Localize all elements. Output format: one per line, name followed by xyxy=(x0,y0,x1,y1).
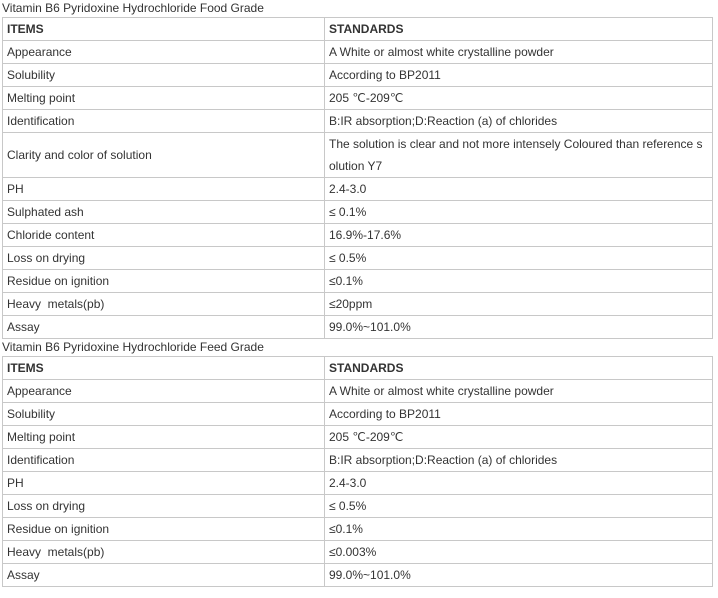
item-cell: Sulphated ash xyxy=(3,201,325,224)
table-header-row xyxy=(3,18,713,41)
table-row xyxy=(3,495,713,518)
table-row xyxy=(3,110,713,133)
standard-cell: The solution is clear and not more intensely Coloured than reference solution Y7 xyxy=(325,133,713,178)
item-cell: Assay xyxy=(3,564,325,587)
feed-grade-table xyxy=(2,356,713,587)
table-row xyxy=(3,316,713,339)
item-cell: Melting point xyxy=(3,426,325,449)
table-row xyxy=(3,224,713,247)
item-cell: Heavy metals(pb) xyxy=(3,541,325,564)
standard-cell: ≤0.1% xyxy=(325,518,713,541)
standard-cell: 205 ℃-209℃ xyxy=(325,87,713,110)
standards-header: STANDARDS xyxy=(325,18,713,41)
table-row xyxy=(3,178,713,201)
standard-cell: According to BP2011 xyxy=(325,64,713,87)
item-cell: Solubility xyxy=(3,64,325,87)
table-row xyxy=(3,426,713,449)
table-row xyxy=(3,472,713,495)
item-cell: Residue on ignition xyxy=(3,518,325,541)
item-cell: Identification xyxy=(3,110,325,133)
standard-cell: ≤0.003% xyxy=(325,541,713,564)
item-cell: Residue on ignition xyxy=(3,270,325,293)
standard-cell: B:IR absorption;D:Reaction (a) of chlorides xyxy=(325,449,713,472)
feed-grade-section xyxy=(0,339,718,587)
table-row xyxy=(3,293,713,316)
item-cell: Solubility xyxy=(3,403,325,426)
item-cell: Chloride content xyxy=(3,224,325,247)
standard-cell: B:IR absorption;D:Reaction (a) of chlorides xyxy=(325,110,713,133)
standard-cell: 16.9%-17.6% xyxy=(325,224,713,247)
item-cell: Melting point xyxy=(3,87,325,110)
table-row xyxy=(3,133,713,178)
item-cell: Appearance xyxy=(3,41,325,64)
item-cell: Loss on drying xyxy=(3,495,325,518)
item-cell: Identification xyxy=(3,449,325,472)
table-row xyxy=(3,41,713,64)
standard-cell: ≤20ppm xyxy=(325,293,713,316)
items-header: ITEMS xyxy=(3,357,325,380)
standard-cell: According to BP2011 xyxy=(325,403,713,426)
table-header-row xyxy=(3,357,713,380)
feed-grade-caption: Vitamin B6 Pyridoxine Hydrochloride Feed Grade xyxy=(2,340,264,354)
item-cell: Heavy metals(pb) xyxy=(3,293,325,316)
standard-cell: ≤ 0.5% xyxy=(325,247,713,270)
table-row xyxy=(3,64,713,87)
standard-cell: ≤ 0.1% xyxy=(325,201,713,224)
item-cell: Appearance xyxy=(3,380,325,403)
standard-cell: 205 ℃-209℃ xyxy=(325,426,713,449)
standard-cell: 2.4-3.0 xyxy=(325,178,713,201)
items-header: ITEMS xyxy=(3,18,325,41)
standard-cell: A White or almost white crystalline powder xyxy=(325,380,713,403)
item-cell: Loss on drying xyxy=(3,247,325,270)
standard-cell: 99.0%~101.0% xyxy=(325,564,713,587)
item-cell: Assay xyxy=(3,316,325,339)
standard-cell: ≤0.1% xyxy=(325,270,713,293)
table-row xyxy=(3,270,713,293)
table-row xyxy=(3,201,713,224)
food-grade-caption: Vitamin B6 Pyridoxine Hydrochloride Food Grade xyxy=(2,1,264,15)
table-row xyxy=(3,449,713,472)
table-row xyxy=(3,87,713,110)
table-row xyxy=(3,403,713,426)
standard-cell: ≤ 0.5% xyxy=(325,495,713,518)
table-row xyxy=(3,564,713,587)
standards-header: STANDARDS xyxy=(325,357,713,380)
standard-cell: 2.4-3.0 xyxy=(325,472,713,495)
standard-cell: A White or almost white crystalline powder xyxy=(325,41,713,64)
item-cell: PH xyxy=(3,472,325,495)
table-row xyxy=(3,247,713,270)
item-cell: PH xyxy=(3,178,325,201)
food-grade-table xyxy=(2,17,713,339)
item-cell: Clarity and color of solution xyxy=(3,133,325,178)
table-row xyxy=(3,541,713,564)
table-row xyxy=(3,518,713,541)
standard-cell: 99.0%~101.0% xyxy=(325,316,713,339)
table-row xyxy=(3,380,713,403)
